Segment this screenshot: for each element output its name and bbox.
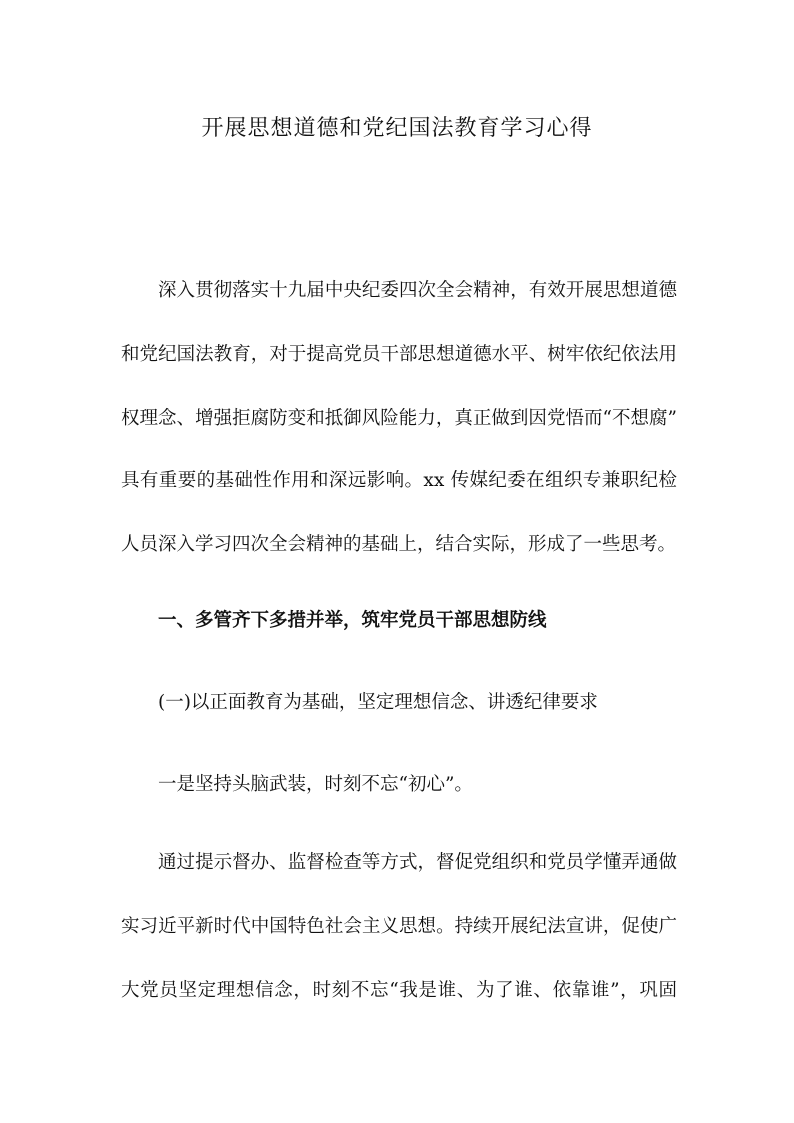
subsection-heading: (一)以正面教育为基础，坚定理想信念、讲透纪律要求 bbox=[158, 692, 598, 713]
body-paragraph-line: 实习近平新时代中国特色社会主义思想。持续开展纪法宣讲，促使广 bbox=[121, 916, 677, 937]
body-paragraph-line: 深入贯彻落实十九届中央纪委四次全会精神，有效开展思想道德 bbox=[158, 280, 677, 301]
body-paragraph-line: 权理念、增强拒腐防变和抵御风险能力，真正做到因党悟而“不想腐” bbox=[121, 408, 677, 429]
document-title: 开展思想道德和党纪国法教育学习心得 bbox=[201, 116, 593, 141]
point-heading: 一是坚持头脑武装，时刻不忘“初心”。 bbox=[158, 774, 473, 795]
section-heading: 一、多管齐下多措并举，筑牢党员干部思想防线 bbox=[158, 610, 547, 631]
body-paragraph-line: 和党纪国法教育，对于提高党员干部思想道德水平、树牢依纪依法用 bbox=[121, 344, 677, 365]
body-paragraph-line: 具有重要的基础性作用和深远影响。xx 传媒纪委在组织专兼职纪检 bbox=[121, 470, 677, 491]
body-paragraph-line: 通过提示督办、监督检查等方式，督促党组织和党员学懂弄通做 bbox=[158, 852, 677, 873]
body-paragraph-line: 人员深入学习四次全会精神的基础上，结合实际，形成了一些思考。 bbox=[121, 534, 677, 555]
body-paragraph-line: 大党员坚定理想信念，时刻不忘“我是谁、为了谁、依靠谁”，巩固 bbox=[121, 980, 677, 1001]
